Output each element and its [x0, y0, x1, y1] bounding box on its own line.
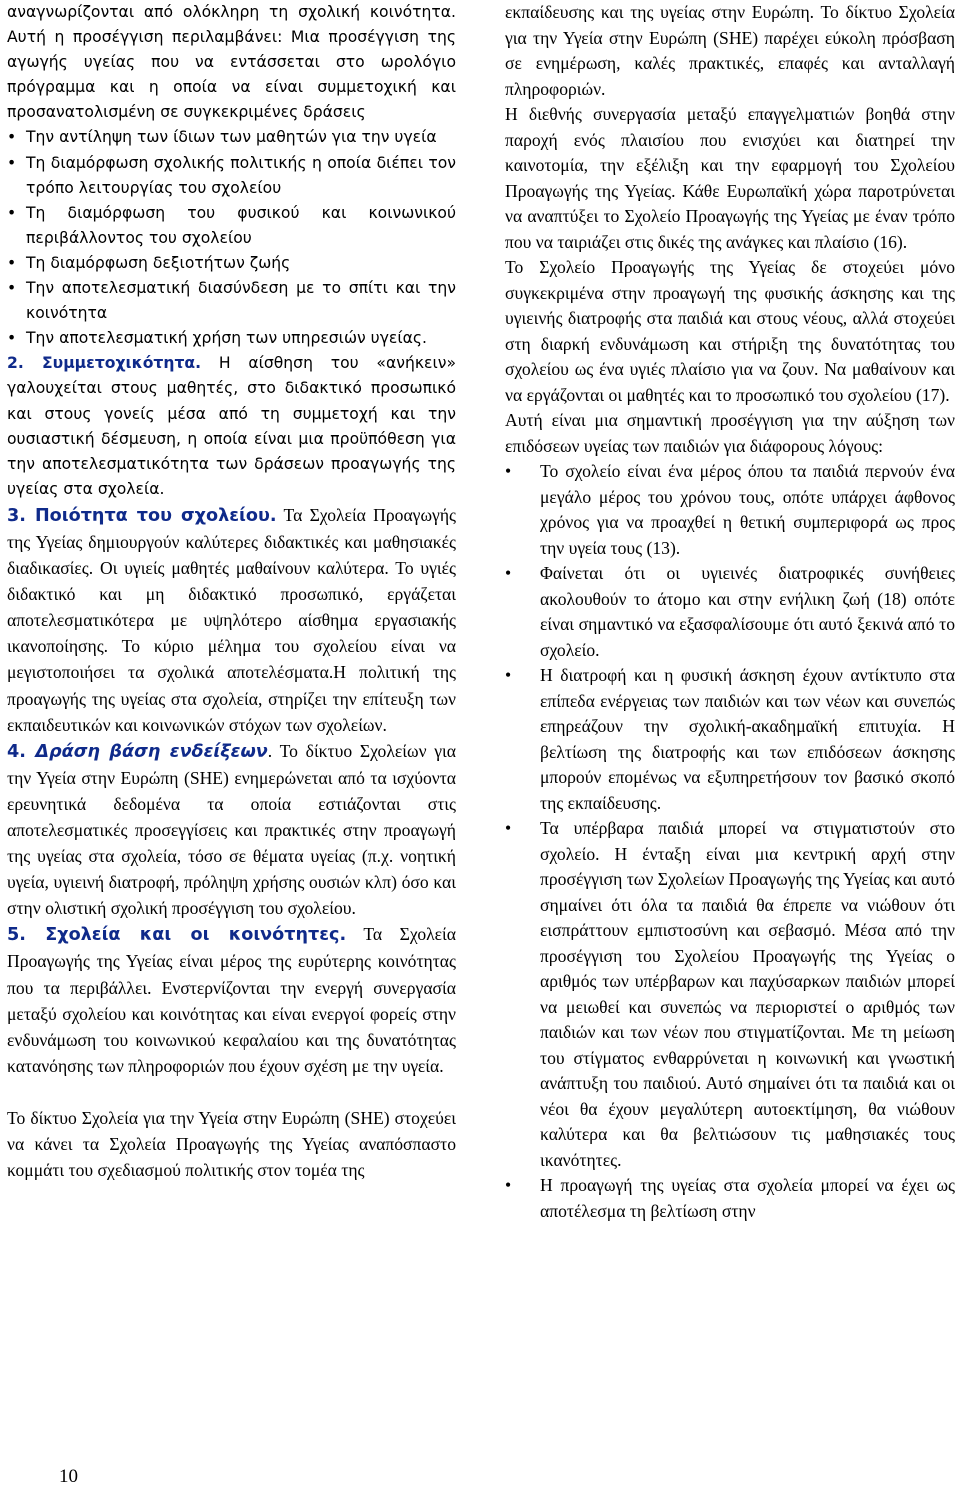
list-item: • Φαίνεται ότι οι υγιεινές διατροφικές συνήθειες ακολουθούν το άτομο και στην ενήλικη ζωή (18) οπότε είναι σημαντικό να εξασφαλίσουμε ότι αυτό ξεκινά από το σχολείο.: [505, 563, 955, 660]
list-item: • Τα υπέρβαρα παιδιά μπορεί να στιγματιστούν στο σχολείο. Η ένταξη είναι μια κεντρική αρχή στην προσέγγιση των Σχολείων Προαγωγής της Υγείας και αυτό σημαίνει ότι όλα τα παιδιά θα έπρεπε να νιώθουν ότι εισπράττουν εμπιστοσύνη και σεβασμό. Μέσα από την προσέγγιση του Σχολείου Προαγωγής της Υγείας ο αριθμός των υπέρβαρων και παχύσαρκων παιδιών μπορεί να μειωθεί και συνεπώς να περιοριστεί ο αριθμός των παιδιών και των νέων που στιγματίζονται. Με τη μείωση του στίγματος ενθαρρύνεται η κοινωνική και γνωστική ανάπτυξη του παιδιού. Αυτό σημαίνει ότι τα παιδιά και οι νέοι θα έχουν μεγαλύτερη αυτοεκτίμηση, θα νιώθουν καλύτερα και θα βελτιώσουν τις μαθησιακές τους ικανότητες.: [505, 818, 955, 1170]
right-column: [505, 0, 955, 1224]
section-4-paragraph: [7, 738, 456, 922]
bullet-icon: •: [505, 665, 512, 685]
bullet-icon: •: [7, 153, 17, 172]
section-3-text: Τα Σχολεία Προαγωγής της Υγείας δημιουργούν καλύτερες διδακτικές και μαθησιακές διαδικασίες. Οι υγιείς μαθητές μαθαίνουν καλύτερα. Το υγιές διδακτικό και μη διδακτικό προσωπικό, εργάζεται αποτελεσματικότερα με υψηλότερο αίσθημα εργασιακής ικανοποίησης. Το κύριο μέλημα του σχολείου είναι να μεγιστοποιήσει τα σχολικά αποτελέσματα.Η πολιτική της προαγωγής της υγείας στα σχολεία, στηρίζει την επίτευξη των εκπαιδευτικών και κοινωνικών στόχων των σχολείων.: [7, 504, 456, 735]
list-item: • Τη διαμόρφωση δεξιοτήτων ζωής: [7, 251, 456, 276]
bullet-icon: •: [505, 461, 512, 481]
section-2-heading: 2. Συμμετοχικότητα.: [7, 354, 202, 373]
bullet-icon: •: [7, 329, 17, 348]
section-5-text: Τα Σχολεία Προαγωγής της Υγείας είναι μέρος της ευρύτερης κοινότητας που τα περιβάλλει. Ενστερνίζονται την ενεργή συνεργασία μεταξύ σχολείου και κοινότητας και είναι ενεργοί φορείς στην ενδυνάμωση του κοινωνικού κεφαλαίου και της δυνατότητας κατανόησης των πληροφοριών που έχουν σχέση με την υγεία.: [7, 924, 456, 1076]
section-4-heading: Δράση βάση ενδείξεων: [35, 741, 268, 762]
section-2-paragraph: [7, 351, 456, 502]
right-paragraph-3: Το Σχολείο Προαγωγής της Υγείας δε στοχεύει μόνο συγκεκριμένα στην προαγωγή της φυσικής άσκησης και της υγιεινής διατροφής στα παιδιά και στους νέους, αλλά στοχεύει στη διαρκή ενδυνάμωση και στήριξη της δυνατότητας του σχολείου ως ένα υγιές πλαίσιο για να ζουν. Να μαθαίνουν και να εργάζονται οι μαθητές και το προσωπικό του σχολείου (17).: [505, 257, 955, 405]
approach-bullet-list: [7, 125, 456, 351]
left-column: [7, 0, 456, 1183]
reasons-bullet-list: [505, 459, 955, 1224]
page-number: 10: [59, 1466, 78, 1487]
section-2-text: Η αίσθηση του «ανήκειν» γαλουχείται στους μαθητές, στο διδακτικό προσωπικό και στους γονείς μέσα από τη συμμετοχή και την ουσιαστική δέσμευση, η οποία είναι μια προϋπόθεση για την αποτελεσματικότητα των δράσεων προαγωγής της υγείας στα σχολεία.: [7, 354, 456, 498]
section-4-text: . Το δίκτυο Σχολείων για την Υγεία στην Ευρώπη (SHE) ενημερώνεται από τα ισχύοντα ερευνητικά δεδομένα τα οποία εστιάζονται στις αποτελεσματικές προσεγγίσεις και πρακτικές στην προαγωγή της υγείας στα σχολεία, τόσο σε θέματα υγείας (π.χ. νοητική υγεία, υγιεινή διατροφή, πρόληψη χρήσης ουσιών κλπ) όσο και στην ολιστική σχολική προσέγγιση του σχολείου.: [7, 740, 456, 919]
section-3-heading: 3. Ποιότητα του σχολείου.: [7, 505, 277, 526]
list-item: • Την αντίληψη των ίδιων των μαθητών για την υγεία: [7, 125, 456, 150]
list-item: • Τη διαμόρφωση του φυσικού και κοινωνικού περιβάλλοντος του σχολείου: [7, 201, 456, 251]
list-item: • Την αποτελεσματική διασύνδεση με το σπίτι και την κοινότητα: [7, 276, 456, 326]
list-item: • Η προαγωγή της υγείας στα σχολεία μπορεί να έχει ως αποτέλεσμα τη βελτίωση στην: [505, 1175, 955, 1221]
right-paragraph-4: Αυτή είναι μια σημαντική προσέγγιση για την αύξηση των επιδόσεων υγείας των παιδιών για διάφορους λόγους:: [505, 410, 955, 456]
bullet-icon: •: [7, 203, 17, 222]
section-4-number: 4.: [7, 741, 36, 762]
section-5-paragraph: [7, 921, 456, 1079]
bullet-icon: •: [7, 279, 17, 298]
intro-paragraph: αναγνωρίζονται από ολόκληρη τη σχολική κοινότητα. Αυτή η προσέγγιση περιλαμβάνει: Μια προσέγγιση της αγωγής υγείας που να εντάσσεται στο ωρολόγιο πρόγραμμα και η οποία να είναι συμμετοχική και προσανατολισμένη σε συγκεκριμένες δράσεις: [7, 3, 456, 122]
bullet-icon: •: [505, 563, 512, 583]
bullet-icon: •: [505, 1175, 512, 1195]
list-item: • Την αποτελεσματική χρήση των υπηρεσιών υγείας.: [7, 326, 456, 351]
bullet-icon: •: [7, 128, 17, 147]
list-item: • Τη διαμόρφωση σχολικής πολιτικής η οποία διέπει τον τρόπο λειτουργίας του σχολείου: [7, 151, 456, 201]
right-paragraph-1: εκπαίδευσης και της υγείας στην Ευρώπη. Το δίκτυο Σχολεία για την Υγεία στην Ευρώπη (SHE) παρέχει εύκολη πρόσβαση σε ενημέρωση, καλές πρακτικές, επαφές και ανταλλαγή πληροφοριών.: [505, 2, 955, 99]
list-item: • Η διατροφή και η φυσική άσκηση έχουν αντίκτυπο στα επίπεδα ενέργειας των παιδιών και των νέων και συνεπώς επηρεάζουν την σχολική-ακαδημαϊκή επιτυχία. Η βελτίωση της διατροφής και των επιδόσεων άσκησης μπορούν επομένως να εξυπηρετήσουν τον βασικό σκοπό της εκπαίδευσης.: [505, 665, 955, 813]
right-paragraph-2: Η διεθνής συνεργασία μεταξύ επαγγελματιών βοηθά στην παροχή ενός πλαισίου που ενισχύει και διατηρεί την καινοτομία, την εξέλιξη και την εφαρμογή του Σχολείου Προαγωγής της Υγείας. Κάθε Ευρωπαϊκή χώρα παροτρύνεται να αναπτύξει το Σχολείο Προαγωγής της Υγείας με έναν τρόπο που να ταιριάζει στις δικές της ανάγκες και πλαίσιο (16).: [505, 104, 955, 252]
bullet-icon: •: [7, 253, 17, 272]
list-item: • Το σχολείο είναι ένα μέρος όπου τα παιδιά περνούν ένα μεγάλο μέρος του χρόνου τους, οπότε υπάρχει άφθονος χρόνος για να προαχθεί η θετική συμπεριφορά ως προς την υγεία τους (13).: [505, 461, 955, 558]
closing-paragraph: Το δίκτυο Σχολεία για την Υγεία στην Ευρώπη (SHE) στοχεύει να κάνει τα Σχολεία Προαγωγής της Υγείας αναπόσπαστο κομμάτι του σχεδιασμού πολιτικής στον τομέα της: [7, 1107, 456, 1181]
bullet-icon: •: [505, 818, 512, 838]
section-5-heading: 5. Σχολεία και οι κοινότητες.: [7, 925, 347, 946]
section-3-paragraph: [7, 502, 456, 738]
